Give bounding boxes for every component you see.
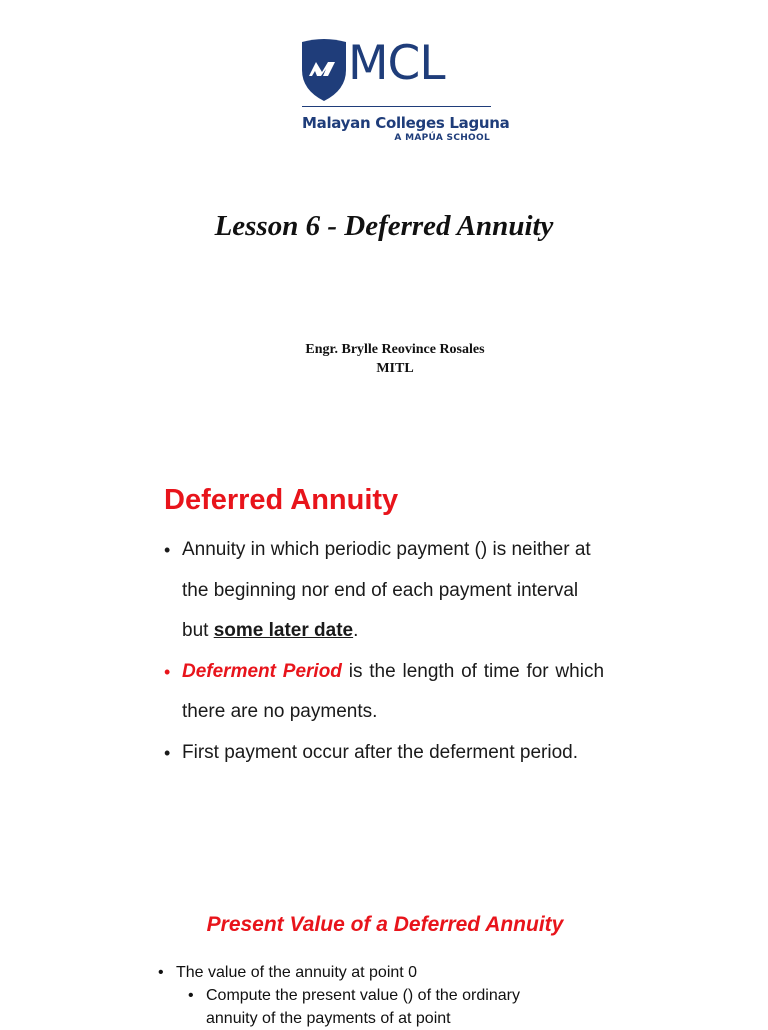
slide-title-present-value: Present Value of a Deferred Annuity [206, 913, 564, 936]
definition-text: First payment occur after the deferment period. [182, 741, 579, 763]
list-item [164, 530, 604, 652]
logo-tagline: A MAPÚA SCHOOL [394, 133, 490, 143]
definition-text: is the length of time for which there are no payments. [182, 660, 605, 722]
sub-item-line: annuity of the payments of at point [206, 1010, 451, 1027]
author-block [0, 340, 768, 378]
definition-text: Annuity in which periodic payment () is neither at the beginning nor end of each payment interval but [182, 539, 591, 641]
list-item: • The value of the annuity at point 0 [158, 961, 678, 984]
emphasis-text: some later date [213, 620, 354, 641]
author-credential: MITL [376, 361, 414, 376]
definition-list [164, 530, 604, 773]
logo-divider [302, 106, 491, 107]
shield-icon [302, 38, 346, 102]
sub-list-item [188, 984, 678, 1030]
sentence-end: . [353, 620, 359, 641]
list-item [164, 652, 604, 733]
logo-school-name: Malayan Colleges Laguna [302, 114, 510, 132]
author-name: Engr. Brylle Reovince Rosales [305, 342, 485, 357]
term-deferment-period: Deferment Period [182, 660, 342, 682]
slide-title-deferred-annuity: Deferred Annuity [164, 484, 399, 516]
present-value-list [158, 961, 678, 1030]
mcl-logo [302, 36, 510, 148]
sub-item-line: • Compute the present value () of the ordinary [206, 987, 520, 1004]
lesson-title: Lesson 6 - Deferred Annuity [214, 210, 554, 242]
logo-wordmark: MCL [348, 36, 445, 91]
list-item [164, 733, 604, 774]
